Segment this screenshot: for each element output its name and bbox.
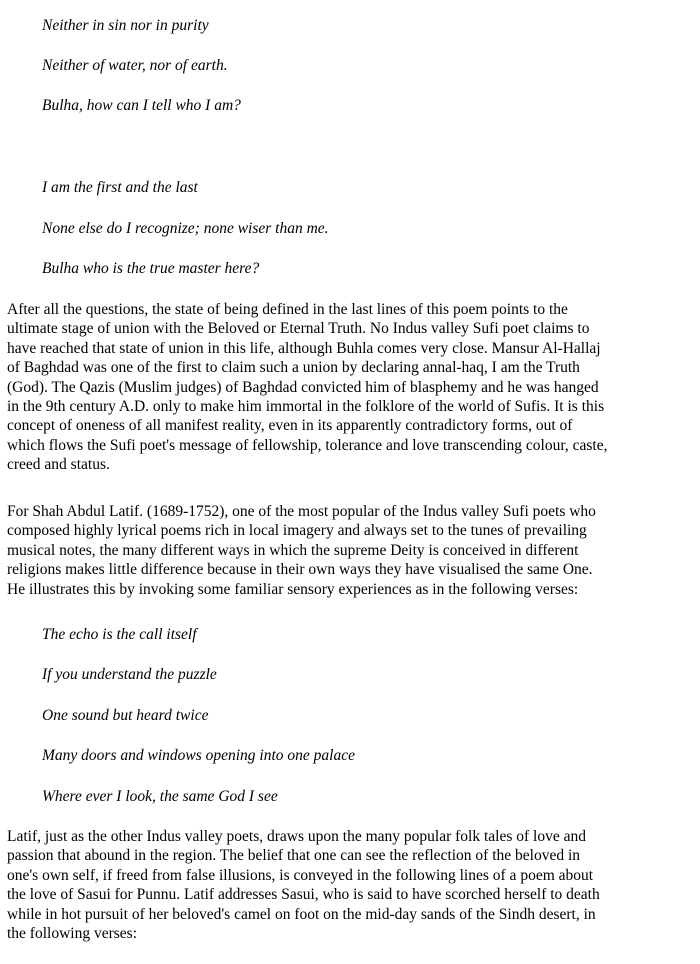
body-paragraph xyxy=(7,502,693,599)
paragraph-line: have reached that state of union in this life, although Buhla comes very close. Mansur Al-Hallaj xyxy=(7,339,601,357)
paragraph-line: He illustrates this by invoking some familiar sensory experiences as in the following verses: xyxy=(7,580,579,598)
paragraph-line: while in hot pursuit of her beloved's camel on foot on the mid-day sands of the Sindh desert, in xyxy=(7,905,596,923)
paragraph-line: For Shah Abdul Latif. (1689-1752), one of the most popular of the Indus valley Sufi poets who xyxy=(7,503,596,520)
paragraph-line: concept of oneness of all manifest reality, even in its apparently contradictory forms, out of xyxy=(7,417,573,435)
paragraph-line: one's own self, if freed from false illusions, is conveyed in the following lines of a poem about xyxy=(7,866,594,884)
paragraph-line: composed highly lyrical poems rich in local imagery and always set to the tunes of prevailing xyxy=(7,522,587,540)
body-paragraph xyxy=(7,827,693,943)
paragraph-line: the love of Sasui for Punnu. Latif addresses Sasui, who is said to have scorched herself to death xyxy=(7,886,600,904)
verse-line: Bulha who is the true master here? xyxy=(42,260,260,277)
verse-line: Bulha, how can I tell who I am? xyxy=(42,97,241,114)
paragraph-line: creed and status. xyxy=(7,456,110,474)
verse-line: Neither in sin nor in purity xyxy=(42,17,209,34)
verse-line: If you understand the puzzle xyxy=(42,666,217,683)
verse-line: Many doors and windows opening into one palace xyxy=(42,747,355,764)
verse-line: Where ever I look, the same God I see xyxy=(42,788,278,805)
paragraph-line: of Baghdad was one of the first to claim such a union by declaring annal-haq, I am the Truth xyxy=(7,359,580,377)
paragraph-line: the following verses: xyxy=(7,925,138,943)
verse-line: Neither of water, nor of earth. xyxy=(42,57,228,74)
paragraph-line: passion that abound in the region. The belief that one can see the reflection of the beloved in xyxy=(7,847,581,865)
paragraph-line: musical notes, the many different ways in which the supreme Deity is conceived in different xyxy=(7,541,579,559)
paragraph-line: in the 9th century A.D. only to make him immortal in the folklore of the world of Sufis. It is this xyxy=(7,398,605,416)
verse-line: One sound but heard twice xyxy=(42,707,209,724)
verse-line: The echo is the call itself xyxy=(42,626,197,643)
paragraph-line: After all the questions, the state of being defined in the last lines of this poem points to the xyxy=(7,301,568,318)
paragraph-line: ultimate stage of union with the Beloved or Eternal Truth. No Indus valley Sufi poet claims to xyxy=(7,320,590,338)
paragraph-line: Latif, just as the other Indus valley poets, draws upon the many popular folk tales of love and xyxy=(7,828,586,845)
verse-line: None else do I recognize; none wiser than me. xyxy=(42,220,329,237)
paragraph-line: which flows the Sufi poet's message of fellowship, tolerance and love transcending colour, caste, xyxy=(7,436,608,454)
body-paragraph xyxy=(7,300,693,475)
paragraph-line: (God). The Qazis (Muslim judges) of Baghdad convicted him of blasphemy and he was hanged xyxy=(7,378,599,396)
verse-line: I am the first and the last xyxy=(42,179,198,196)
paragraph-line: religions makes little difference because in their own ways they have visualised the same One. xyxy=(7,561,593,579)
